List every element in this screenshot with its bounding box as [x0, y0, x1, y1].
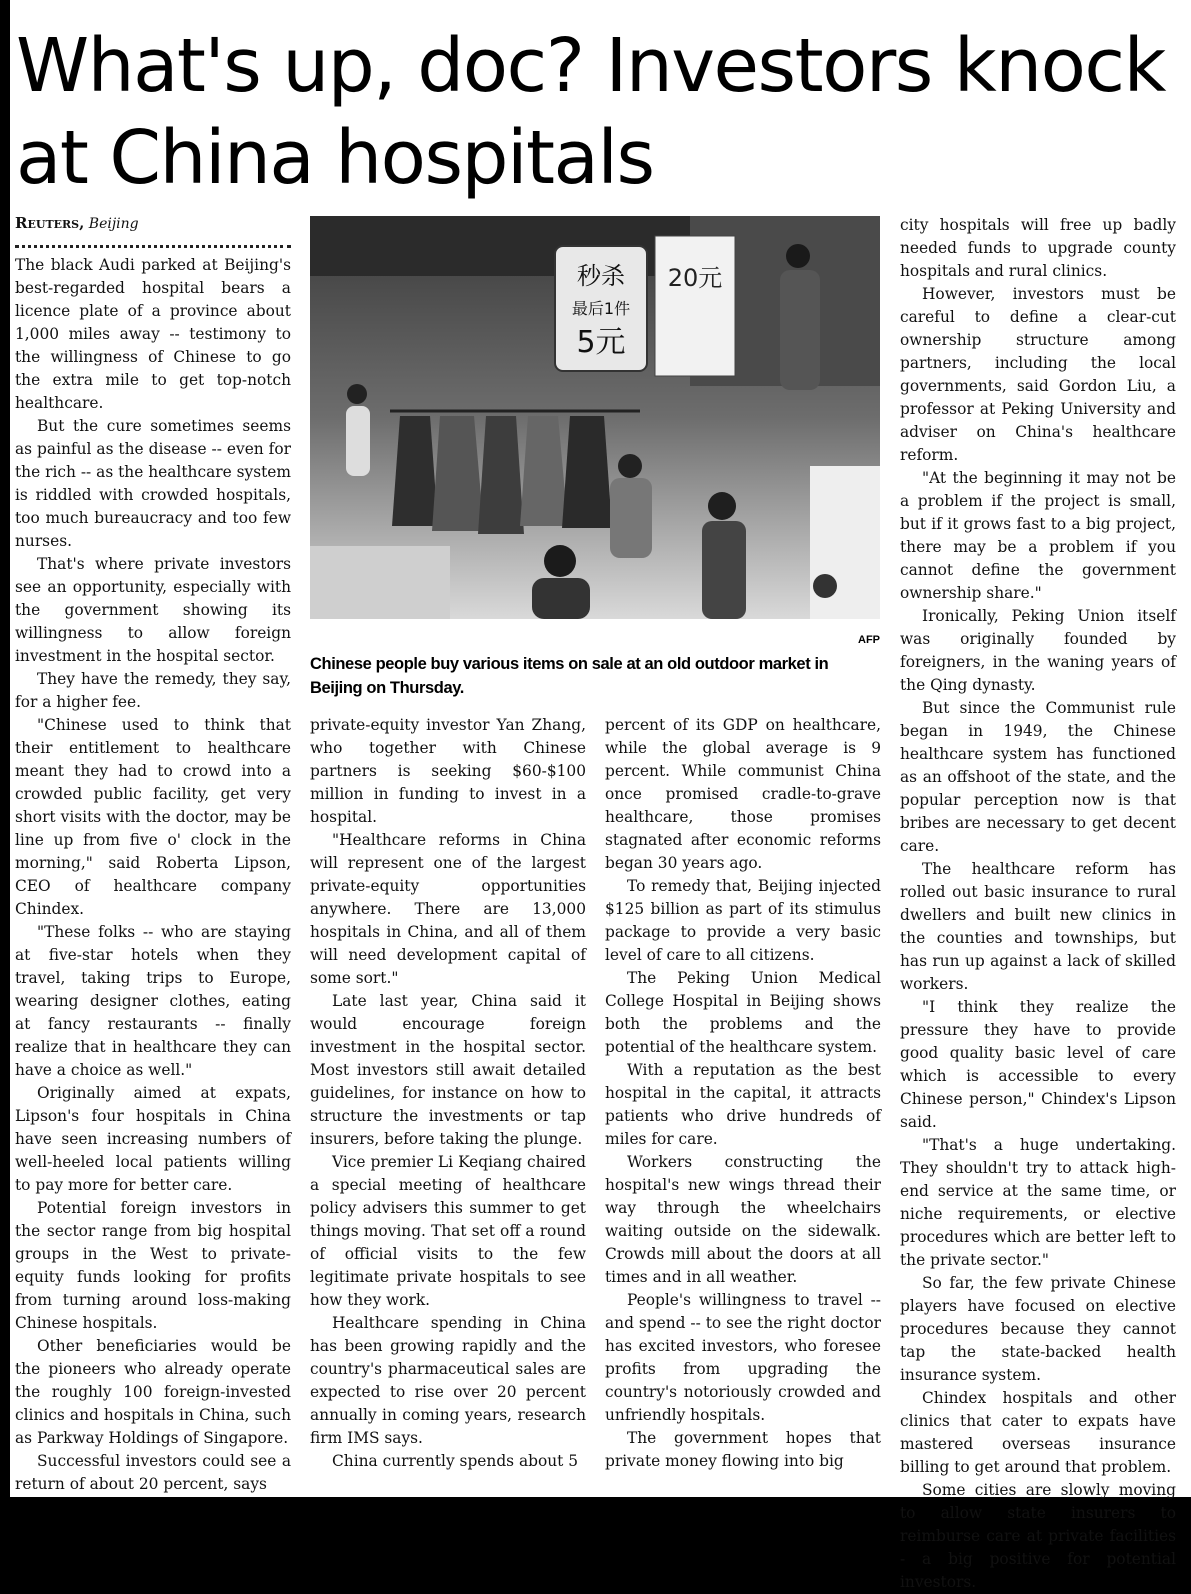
article-column-4	[900, 214, 1176, 1594]
sign-text-price: 5元	[576, 325, 626, 360]
paragraph: "I think they realize the pressure they have to provide good quality basic level of care which is accessible to every Chinese person," Chindex's Lipson said.	[900, 998, 1176, 1131]
person-body	[346, 406, 370, 476]
paragraph: Workers constructing the hospital's new wings thread their way through the wheelchairs waiting outside on the sidewalk. Crowds mill about the doors at all times and in all weather.	[605, 1153, 881, 1286]
sign-text-sale: 秒杀	[577, 262, 625, 290]
paragraph: Successful investors could see a return of about 20 percent, says	[15, 1452, 291, 1493]
person-head	[618, 454, 642, 478]
headline: What's up, doc? Investors knock at China hospitals	[16, 23, 1165, 201]
person-head	[347, 384, 367, 404]
paragraph: But the cure sometimes seems as painful as the disease -- even for the rich -- as the healthcare system is riddled with crowded hospitals, too much bureaucracy and too few nurses.	[15, 417, 291, 550]
hanging-jacket	[562, 416, 612, 528]
paragraph: People's willingness to travel -- and spend -- to see the right doctor has excited investors, who foresee profits from upgrading the country's notoriously crowded and unfriendly hospitals.	[605, 1291, 881, 1424]
price-sign-2-board	[655, 236, 735, 376]
clothing-rack	[390, 411, 640, 534]
paragraph: Potential foreign investors in the sector range from big hospital groups in the West to private-equity funds looking for profits from turning around loss-making Chinese hospitals.	[15, 1199, 291, 1332]
person-body	[702, 521, 746, 619]
paragraph: Vice premier Li Keqiang chaired a special meeting of healthcare policy advisers this summer to get things moving. That set off a round of official visits to the few legitimate private hospitals to see how they work.	[310, 1153, 586, 1309]
person-head	[708, 492, 736, 520]
paragraph: That's where private investors see an opportunity, especially with the government showing its willingness to allow foreign investment in the hospital sector.	[15, 555, 291, 665]
paragraph: Originally aimed at expats, Lipson's four hospitals in China have seen increasing numbers of well-heeled local patients willing to pay more for better care.	[15, 1084, 291, 1194]
newspaper-page	[10, 0, 1191, 1591]
article-column-3	[605, 714, 881, 1473]
photo-credit: AFP	[858, 634, 880, 646]
person-head	[813, 574, 837, 598]
paragraph: Ironically, Peking Union itself was originally founded by foreigners, in the waning years of the Qing dynasty.	[900, 607, 1176, 694]
market-photo	[310, 216, 880, 619]
paragraph: With a reputation as the best hospital in the capital, it attracts patients who drive hundreds of miles for care.	[605, 1061, 881, 1148]
hanging-jacket	[392, 416, 438, 526]
paragraph: "Chinese used to think that their entitlement to healthcare meant they had to crowd into a crowded public facility, get very short visits with the doctor, may be line up from five o' clock in the morning," said Roberta Lipson, CEO of healthcare company Chindex.	[15, 716, 291, 918]
price-sign	[555, 246, 647, 371]
paragraph: They have the remedy, they say, for a higher fee.	[15, 670, 291, 711]
person-head	[544, 545, 576, 577]
paragraph: The Peking Union Medical College Hospital in Beijing shows both the problems and the potential of the healthcare system.	[605, 969, 881, 1056]
byline-city: Beijing	[88, 216, 139, 232]
byline	[15, 212, 291, 235]
paragraph: To remedy that, Beijing injected $125 billion as part of its stimulus package to provide a very basic level of care to all citizens.	[605, 877, 881, 964]
paragraph: private-equity investor Yan Zhang, who together with Chinese partners is seeking $60-$100 million in funding to invest in a hospital.	[310, 716, 586, 826]
paragraph: "Healthcare reforms in China will represent one of the largest private-equity opportunities anywhere. There are 13,000 hospitals in China, and all of them will need development capital of some sort."	[310, 831, 586, 987]
photo-caption: Chinese people buy various items on sale at an old outdoor market in Beijing on Thursday.	[310, 655, 829, 697]
paragraph: The black Audi parked at Beijing's best-regarded hospital bears a licence plate of a province about 1,000 miles away -- testimony to the willingness of Chinese to go the extra mile to get top-notch healthcare.	[15, 256, 291, 412]
sign-text-20: 20元	[667, 264, 723, 292]
paragraph: However, investors must be careful to define a clear-cut ownership structure among partners, including the local governments, said Gordon Liu, a professor at Peking University and adviser on China's healthcare reform.	[900, 285, 1176, 464]
dotted-divider	[15, 239, 291, 248]
paragraph: "That's a huge undertaking. They shouldn't try to attack high-end service at the same time, or niche requirements, or elective procedures which are better left to the private sector."	[900, 1136, 1176, 1269]
paragraph: Chindex hospitals and other clinics that cater to expats have mastered overseas insurance billing to get around that problem.	[900, 1389, 1176, 1476]
paragraph: But since the Communist rule began in 1949, the Chinese healthcare system has functioned as an offshoot of the state, and the popular perception now is that bribes are necessary to get decent care.	[900, 699, 1176, 855]
paragraph: So far, the few private Chinese players have focused on elective procedures because they cannot tap the state-backed health insurance system.	[900, 1274, 1176, 1384]
paragraph: China currently spends about 5	[332, 1452, 579, 1470]
hanging-jacket	[478, 416, 524, 534]
paragraph: Some cities are slowly moving to allow state insurers to reimburse care at private facilities - a big positive for potential investors.	[900, 1481, 1176, 1591]
paragraph: "These folks -- who are staying at five-star hotels when they travel, taking trips to Europe, wearing designer clothes, eating at fancy restaurants -- finally realize that in healthcare they can have a choice as well."	[15, 923, 291, 1079]
person-body	[780, 270, 820, 390]
paragraph: Other beneficiaries would be the pioneers who already operate the roughly 100 foreign-invested clinics and hospitals in China, such as Parkway Holdings of Singapore.	[15, 1337, 291, 1447]
paragraph: Late last year, China said it would encourage foreign investment in the hospital sector. Most investors still await detailed guidelines, for instance on how to structure the investments or tap insurers, before taking the plunge.	[310, 992, 586, 1148]
person-head	[786, 244, 810, 268]
sign-text-last-item: 最后1件	[571, 299, 631, 318]
paragraph: percent of its GDP on healthcare, while the global average is 9 percent. While communist China once promised cradle-to-grave healthcare, those promises stagnated after economic reforms began 30 years ago.	[605, 716, 881, 872]
paragraph: The healthcare reform has rolled out basic insurance to rural dwellers and built new clinics in the counties and townships, but has run up against a lack of skilled workers.	[900, 860, 1176, 993]
article-column-2	[310, 714, 586, 1473]
walkway	[310, 546, 450, 619]
paragraph: Healthcare spending in China has been growing rapidly and the country's pharmaceutical sales are expected to rise over 20 percent annually in coming years, research firm IMS says.	[310, 1314, 586, 1447]
paragraph: The government hopes that private money flowing into big	[605, 1429, 881, 1470]
article-column-1	[15, 212, 291, 1496]
byline-agency: Reuters,	[15, 214, 85, 232]
paragraph: city hospitals will free up badly needed funds to upgrade county hospitals and rural clinics.	[900, 216, 1176, 280]
price-sign-2	[655, 236, 735, 376]
paragraph: "At the beginning it may not be a problem if the project is small, but if it grows fast to a big project, there may be a problem if you cannot define the government ownership share."	[900, 469, 1176, 602]
person-body	[532, 578, 590, 619]
person-body	[610, 478, 652, 558]
